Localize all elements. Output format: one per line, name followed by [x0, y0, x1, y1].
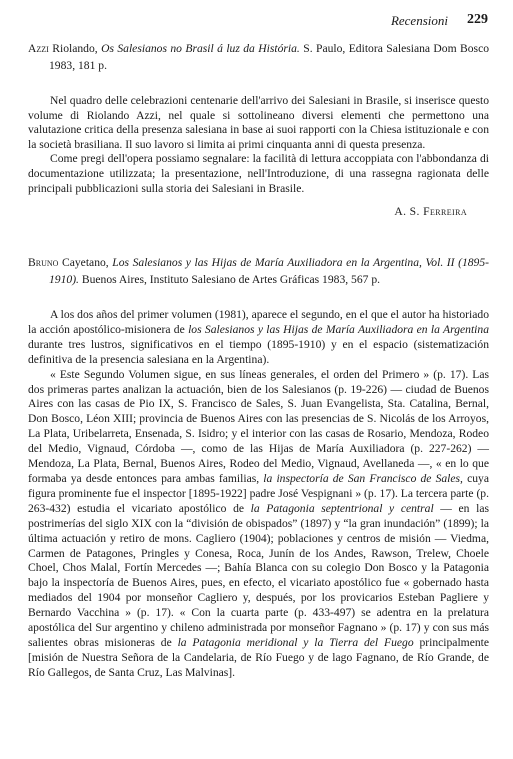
reviewer-signature — [28, 204, 489, 220]
paragraph: Come pregi dell'opera possiamo segnalare: la facilità di lettura accoppiata con l'abbondanza di documentazione utilizzata; la presentazione, nell'Introduzione, di una rassegna ragionata delle principali pubblicazioni sulla storia dei Salesiani in Brasile. — [28, 152, 489, 195]
paragraph: Nel quadro delle celebrazioni centenarie dell'arrivo dei Salesiani in Brasile, si inserisce questo volume di Riolando Azzi, nel quale si sottolineano diversi elementi che permettono una valutazione critica della presenza salesiana in base ai suoi rapporti con la Chiesa istituzionale e con la società brasiliana. Il suo lavoro si limita ai primi cinquanta anni di questa presenza. — [28, 94, 489, 151]
text-run: A los dos años del primer volumen (1981), aparece el segundo, en el que el autor ha historiado la acción apostólico-misionera de — [28, 308, 489, 336]
italic-run: la Patagonia meridional y la Tierra del Fuego — [177, 635, 414, 649]
italic-run: los Salesianos y las Hijas de María Auxiliadora en la Argentina — [188, 322, 489, 336]
review-bruno — [28, 254, 489, 681]
reviewer-name: A. S. Ferreira — [394, 205, 467, 219]
text-run: « Este Segundo Volumen sigue, en sus líneas generales, el orden del Primero » (p. 17). Las dos primeras partes analizan la actuación, bien de los Salesianos (p. 19-226) — ciudad de Buenos Aires con las casas de Pio IX, S. Francisco de Sales, S. Juan Evangelista, Sta. Catalina, Bernal, Don Bosco, Léon XIII; provincia de Buenos Aires con las presencias de S. Nicolás de los Arroyos, La Plata, Uribelarreta, Ensenada, S. Isidro; y el interior con las casas de Rosario, Mendoza, Rodeo del Medio, Vignaud, Córdoba —, como de las Hijas de María Auxiliadora (p. 227-262) — Mendoza, La Plata, Bernal, Buenos Aires, Rodeo del Medio, Vignaud, Avellaneda —, « en lo que formaba ya desde entonces para ambas familias, — [28, 367, 489, 485]
book-title: Os Salesianos no Brasil á luz da História. — [101, 42, 300, 55]
text-run: cuya figura prominente fue el inspector [1895-1922] padre José Vespignani » (p. 17). La tercera parte (p. 263-432) estudia el vicariato apostólico de — [28, 471, 489, 515]
text-run: principalmente [misión de Nuestra Señora de la Candelaria, de Río Fuego y de lago Fagnano, de Río Grande, de Río Gallegos, de Santa Cruz, Las Malvinas]. — [28, 635, 490, 679]
page-number: 229 — [467, 12, 488, 27]
author-surname: Bruno — [28, 256, 59, 269]
publication-info: Buenos Aires, Instituto Salesiano de Artes Gráficas 1983, 567 p. — [81, 273, 381, 286]
paragraph — [28, 308, 489, 368]
author-given-name: Cayetano, — [62, 256, 109, 269]
author-surname: Azzi — [28, 42, 49, 55]
section-title: Recensioni — [390, 13, 448, 28]
publication-info: S. Paulo, Editora Salesiana Dom Bosco 1983, 181 p. — [49, 42, 490, 72]
review-body — [28, 94, 489, 196]
citation — [28, 254, 489, 288]
running-header — [28, 10, 488, 30]
author-given-name: Riolando, — [52, 42, 98, 55]
review-azzi — [28, 40, 489, 220]
book-title: Los Salesianos y las Hijas de María Auxiliadora en la Argentina, Vol. II (1895-1910). — [49, 256, 490, 286]
italic-run: la Patagonia septentrional y central — [250, 501, 434, 515]
text-run: durante tres lustros, significativos en el tiempo (1895-1910) y en el espacio (sistematización definitiva de la presencia salesiana en la Argentina). — [28, 337, 489, 366]
review-body — [28, 308, 489, 681]
text-run: — en las postrimerías del siglo XIX con la “división de obispados” (1897) y “la gran inundación” (1899); la última actuación y retiro de mons. Cagliero (1904); poblaciones y centros de misión — Viedma, Carmen de Patagones, Pringles y Conesa, Roca, Junín de los Andes, Rawson, Trelew, Choele Choel, Chos Malal, Fortín Mercedes —; Bahía Blanca con su colegio Don Bosco y la Patagonia bajo la inspectoría de Buenos Aires, pues, en efecto, el vicariato apostólico fue « gobernado hasta mediados del 1904 por monseñor Cagliero y, después, por los provicarios Esteban Pagliere y Bernardo Vacchina » (p. 17). « Con la cuarta parte (p. 433-497) se adentra en la prelatura apostólica del Sur argentino y chileno administrada por monseñor Fagnano » (p. 17) y con sus más salientes obras misioneras de — [28, 501, 489, 649]
italic-run: la inspectoría de San Francisco de Sales, — [263, 471, 463, 485]
paragraph — [28, 368, 489, 681]
citation — [28, 40, 489, 74]
